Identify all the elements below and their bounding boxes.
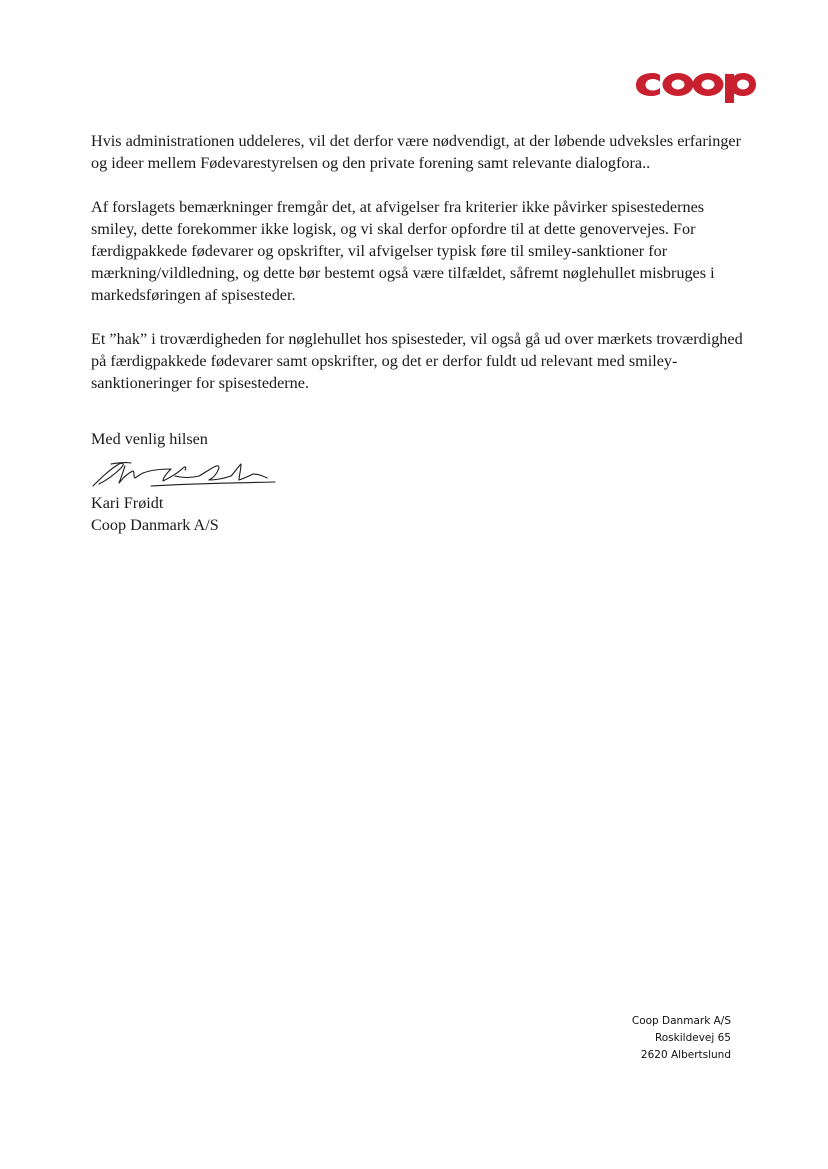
coop-logo — [633, 64, 758, 104]
coop-logo-mark — [633, 64, 758, 104]
footer-street: Roskildevej 65 — [654, 1032, 731, 1044]
signer-block — [91, 492, 219, 536]
paragraph-3: Et ”hak” i troværdigheden for nøglehullet hos spisesteder, vil også gå ud over mærkets troværdighed på færdigpakkede fødevarer samt opskrifter, og det er derfor fuldt ud relevant med smiley-sanktioneringer for spisestederne. — [91, 330, 743, 392]
signer-name: Kari Frøidt — [91, 494, 164, 512]
footer-address — [632, 1013, 731, 1064]
paragraph-1: Hvis administrationen uddeleres, vil det derfor være nødvendigt, at der løbende udveksles erfaringer og ideer mellem Fødevarestyrelsen og den private forening samt relevante dialogfora.. — [91, 132, 741, 172]
handwritten-signature — [91, 456, 281, 492]
footer-city: 2620 Albertslund — [640, 1049, 731, 1061]
signer-company: Coop Danmark A/S — [91, 516, 219, 534]
paragraph-2: Af forslagets bemærkninger fremgår det, at afvigelser fra kriterier ikke påvirker spisestedernes smiley, dette forekommer ikke logisk, og vi skal derfor opfordre til at dette genovervejes. For færdigpakkede fødevarer og opskrifter, vil afvigelser typisk føre til smiley-sanktioner for mærkning/vildledning, og dette bør bestemt også være tilfældet, såfremt nøglehullet misbruges i markedsføringen af spisesteder. — [91, 198, 715, 304]
letter-body — [91, 130, 743, 416]
closing-greeting: Med venlig hilsen — [91, 430, 208, 448]
footer-company: Coop Danmark A/S — [631, 1015, 731, 1027]
